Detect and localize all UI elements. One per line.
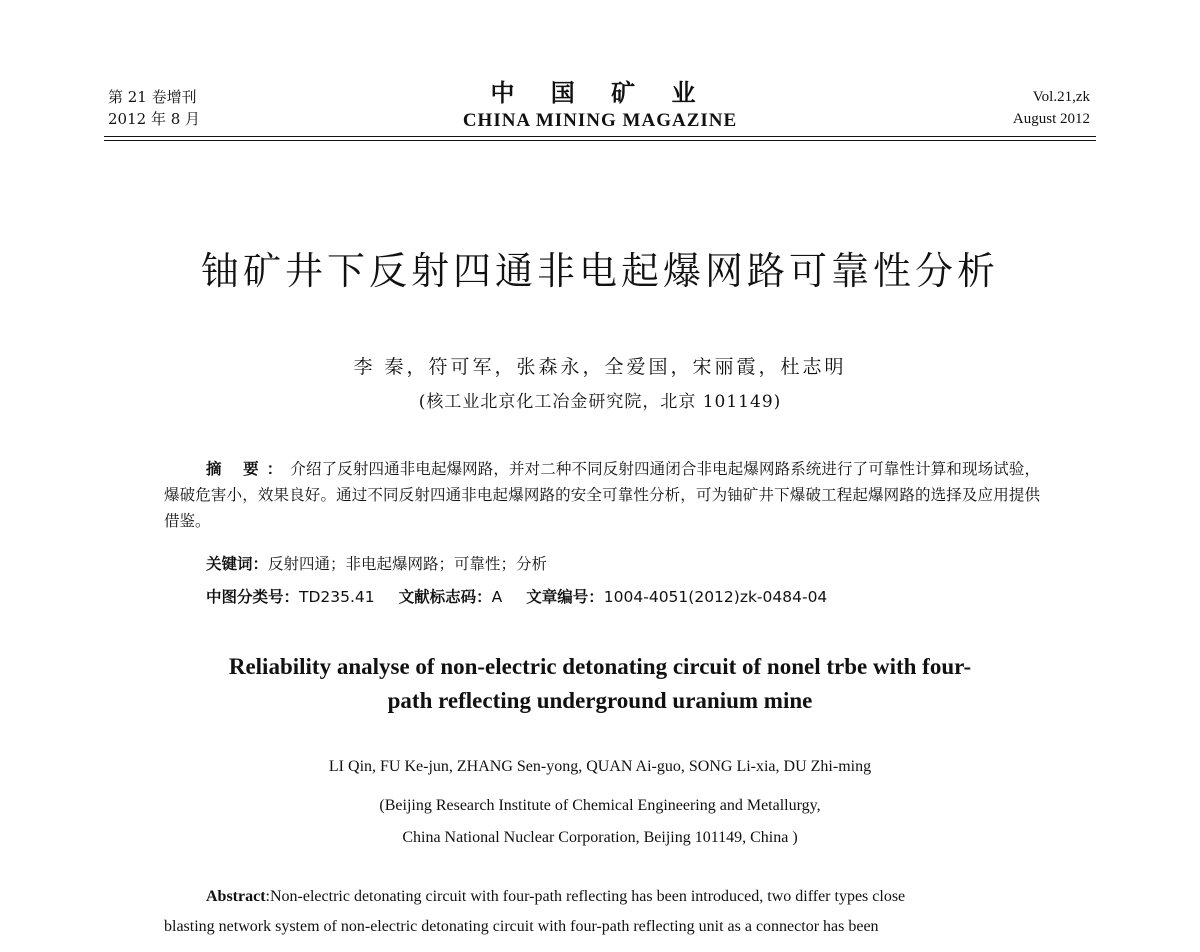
abstract-en <box>164 882 1038 942</box>
journal-issue-en <box>1013 86 1090 130</box>
clc-label: 中图分类号： <box>206 588 300 606</box>
abstract-en-line1 <box>164 882 1038 912</box>
journal-name-cn: 中 国 矿 业 <box>490 79 710 107</box>
abstract-cn-paragraph <box>164 456 1040 534</box>
classification-line <box>206 585 827 607</box>
paper-title-en-line2: path reflecting underground uranium mine <box>387 688 813 713</box>
article-id-label: 文章编号： <box>526 588 604 606</box>
volume-en: Vol.21,zk <box>1032 89 1090 105</box>
article-id-value: 1004-4051(2012)zk-0484-04 <box>603 588 828 606</box>
paper-title-en <box>0 650 1200 718</box>
header-rule-top <box>104 136 1096 137</box>
abstract-en-label: Abstract <box>206 888 266 905</box>
journal-name-en: CHINA MINING MAGAZINE <box>462 110 738 131</box>
abstract-en-text-1: :Non-electric detonating circuit with four-path reflecting has been introduced, two differ types close <box>265 888 906 905</box>
abstract-cn-text: 介绍了反射四通非电起爆网路，并对二种不同反射四通闭合非电起爆网路系统进行了可靠性计算和现场试验，爆破危害小，效果良好。通过不同反射四通非电起爆网路的安全可靠性分析，可为铀矿井下爆破工程起爆网路的选择及应用提供借鉴。 <box>164 460 1040 530</box>
paper-title-cn: 铀矿井下反射四通非电起爆网路可靠性分析 <box>200 249 999 293</box>
authors-cn: 李 秦，符可军，张森永，全爱国，宋丽霞，杜志明 <box>353 356 847 378</box>
keywords-label: 关键词： <box>206 555 269 573</box>
affiliation-en-line1: (Beijing Research Institute of Chemical Engineering and Metallurgy, <box>379 797 821 814</box>
clc-value: TD235.41 <box>299 588 375 606</box>
paper-title-en-line1: Reliability analyse of non-electric detonating circuit of nonel trbe with four- <box>228 654 972 679</box>
doc-code-value: A <box>491 588 503 606</box>
abstract-cn-label: 摘 要： <box>206 460 291 478</box>
date-cn: 2012 年 8 月 <box>108 110 201 128</box>
doc-code-label: 文献标志码： <box>398 588 492 606</box>
abstract-en-line2: blasting network system of non-electric detonating circuit with four-path reflecting unit as a connector has been <box>164 918 879 935</box>
keywords-text: 反射四通；非电起爆网路；可靠性；分析 <box>268 555 548 573</box>
abstract-cn <box>164 456 1040 534</box>
affiliation-en <box>0 790 1200 854</box>
volume-cn: 第 21 卷增刊 <box>108 88 197 106</box>
header-rule-bottom <box>104 140 1096 141</box>
keywords-cn <box>206 552 547 574</box>
affiliation-cn: (核工业北京化工冶金研究院，北京 101149) <box>418 392 782 412</box>
date-en: August 2012 <box>1012 111 1090 127</box>
affiliation-en-line2: China National Nuclear Corporation, Beijing 101149, China ) <box>402 829 798 846</box>
authors-en: LI Qin, FU Ke-jun, ZHANG Sen-yong, QUAN Ai-guo, SONG Li-xia, DU Zhi-ming <box>328 758 872 775</box>
